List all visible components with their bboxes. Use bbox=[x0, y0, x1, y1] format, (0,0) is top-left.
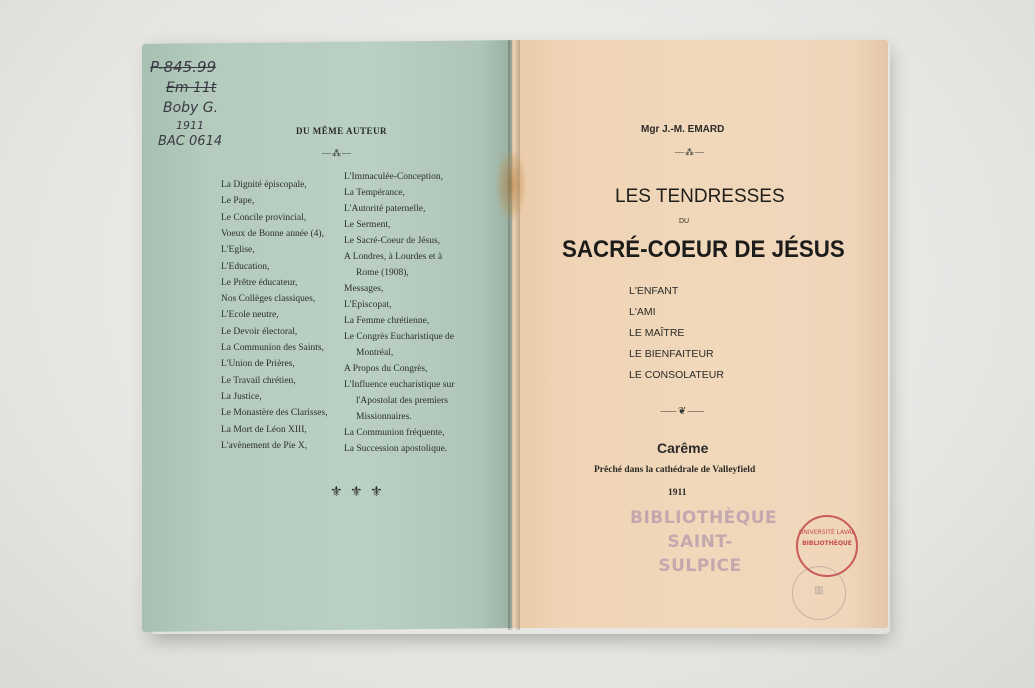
work-title: L'avènement de Pie X, bbox=[221, 440, 308, 451]
work-title: A Propos du Congrès, bbox=[344, 364, 428, 374]
subtitle-item: LE CONSOLATEUR bbox=[629, 369, 724, 381]
lent-heading: Carême bbox=[657, 440, 709, 456]
work-title: Rome (1908), bbox=[356, 268, 409, 278]
work-title: Missionnaires. bbox=[356, 412, 412, 422]
work-title: Le Sacré-Coeur de Jésus, bbox=[344, 236, 441, 246]
work-title: A Londres, à Lourdes et à bbox=[344, 252, 443, 262]
work-title: Le Monastère des Clarisses, bbox=[221, 408, 328, 419]
work-title: L'Eglise, bbox=[221, 245, 255, 256]
work-title: L'Autorité paternelle, bbox=[344, 204, 426, 214]
work-title: l'Apostolat des premiers bbox=[356, 396, 448, 406]
work-title: Le Congrès Eucharistique de bbox=[344, 332, 455, 342]
work-title: La Justice, bbox=[221, 391, 262, 402]
work-title: La Succession apostolique. bbox=[344, 444, 448, 454]
seal-bottom-text: BIBLIOTHÈQUE bbox=[802, 540, 852, 547]
work-title: La Dignité épiscopale, bbox=[221, 180, 307, 190]
subtitle-item: LE MAÎTRE bbox=[629, 327, 685, 339]
subtitle-ornament: ⸺❦⸺ bbox=[660, 406, 706, 417]
publication-year: 1911 bbox=[668, 488, 687, 498]
work-title: L'Episcopat, bbox=[344, 300, 392, 310]
author-name: Mgr J.-M. EMARD bbox=[641, 124, 725, 135]
other-works-heading: DU MÊME AUTEUR bbox=[296, 126, 388, 136]
title-connector: DU bbox=[679, 218, 690, 225]
work-title: Le Serment, bbox=[344, 220, 391, 230]
work-title: Nos Collèges classiques, bbox=[221, 294, 316, 305]
work-title: L'Education, bbox=[221, 261, 270, 272]
library-stamp-line1: BIBLIOTHÈQUE bbox=[630, 508, 778, 528]
handwritten-callno: P-845.99 bbox=[150, 58, 217, 76]
work-title: Le Pape, bbox=[221, 196, 255, 207]
library-stamp-line2: SAINT-SULPICE bbox=[658, 532, 742, 576]
subtitle-item: L'AMI bbox=[629, 306, 656, 318]
work-title: Le Travail chrétien, bbox=[221, 375, 296, 386]
preached-line: Prêché dans la cathédrale de Valleyfield bbox=[594, 465, 756, 475]
work-title: L'Influence eucharistique sur bbox=[344, 380, 455, 390]
subtitle-item: LE BIENFAITEUR bbox=[629, 348, 714, 360]
work-title: La Tempérance, bbox=[344, 188, 405, 198]
water-stain bbox=[496, 150, 526, 220]
book-gutter bbox=[508, 40, 520, 630]
work-title: La Communion fréquente, bbox=[344, 428, 445, 438]
seal-top-text: UNIVERSITÉ LAVAL bbox=[798, 529, 856, 536]
title-line-2: SACRÉ-COEUR DE JÉSUS bbox=[562, 236, 845, 263]
work-title: Messages, bbox=[344, 284, 384, 294]
work-title: L'Union de Prières, bbox=[221, 359, 295, 370]
heading-ornament: —⁂— bbox=[322, 148, 352, 158]
faded-seal-emblem: ▥ bbox=[814, 585, 824, 596]
work-title: Voeux de Bonne année (4), bbox=[221, 228, 324, 239]
handwritten-code: Em 11t bbox=[166, 80, 217, 96]
handwritten-year: 1911 bbox=[176, 119, 204, 132]
work-title: La Femme chrétienne, bbox=[344, 316, 430, 326]
work-title: Le Concile provincial, bbox=[221, 212, 307, 223]
subtitle-item: L'ENFANT bbox=[629, 285, 679, 297]
handwritten-ref: BAC 0614 bbox=[158, 134, 223, 149]
work-title: L'Immaculée-Conception, bbox=[344, 172, 444, 182]
work-title: La Mort de Léon XIII, bbox=[221, 424, 307, 435]
fleuron-ornaments: ⚜ ⚜ ⚜ bbox=[330, 485, 385, 500]
work-title: Le Prêtre éducateur, bbox=[221, 277, 298, 288]
author-ornament: —⁂— bbox=[675, 147, 705, 157]
faded-seal bbox=[792, 566, 846, 620]
handwritten-name: Boby G. bbox=[163, 100, 219, 116]
work-title: L'Ecole neutre, bbox=[221, 310, 279, 321]
title-line-1: LES TENDRESSES bbox=[615, 186, 785, 207]
work-title: La Communion des Saints, bbox=[221, 343, 324, 353]
library-stamp bbox=[630, 506, 778, 576]
work-title: Montréal, bbox=[356, 348, 394, 358]
work-title: Le Devoir électoral, bbox=[221, 326, 298, 337]
